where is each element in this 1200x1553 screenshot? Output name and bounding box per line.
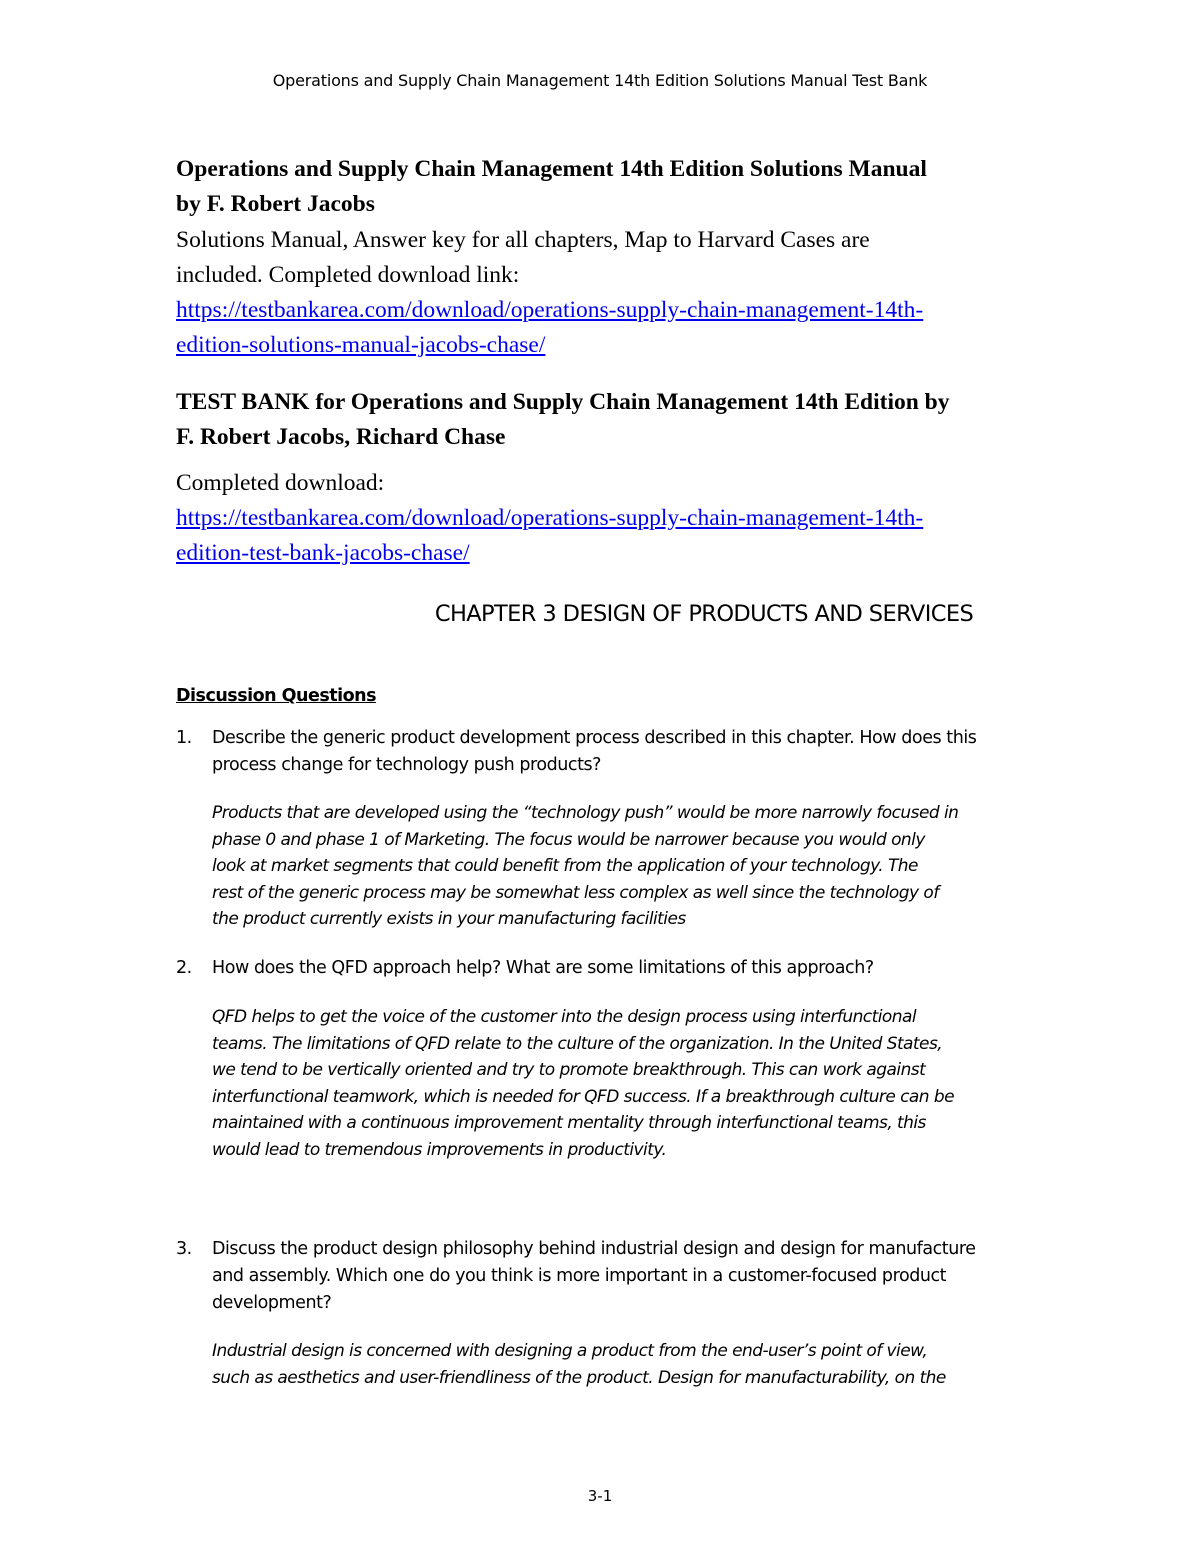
question-3 — [176, 1236, 1036, 1317]
answer-line: rest of the generic process may be somewhat less complex as well since the technology of — [212, 882, 939, 903]
answer-line: would lead to tremendous improvements in productivity. — [212, 1139, 667, 1160]
page-number: 3-1 — [587, 1487, 613, 1505]
question-line: development? — [212, 1293, 332, 1313]
question-number: 1. — [176, 728, 192, 748]
question-line: process change for technology push products? — [212, 755, 602, 775]
test-bank-download-link[interactable] — [176, 501, 1036, 571]
answer-line: phase 0 and phase 1 of Marketing. The focus would be narrower because you would only — [212, 829, 925, 850]
answer-line: we tend to be vertically oriented and try to promote breakthrough. This can work against — [212, 1060, 926, 1080]
solutions-manual-link-line-2[interactable]: edition-solutions-manual-jacobs-chase/ — [176, 332, 546, 358]
solutions-manual-section — [176, 152, 1036, 363]
question-1 — [176, 725, 1036, 779]
answer-line: Industrial design is concerned with designing a product from the end-user’s point of view, — [212, 1341, 928, 1361]
solutions-manual-link-line-1[interactable]: https://testbankarea.com/download/operations-supply-chain-management-14th- — [176, 297, 924, 323]
test-bank-section — [176, 385, 1036, 571]
discussion-questions-title: Discussion Questions — [176, 686, 377, 706]
solutions-manual-description-line-2: included. Completed download link: — [176, 262, 520, 288]
test-bank-description: Completed download: — [176, 470, 385, 496]
answer-1 — [212, 800, 1042, 933]
question-line: How does the QFD approach help? What are some limitations of this approach? — [212, 958, 874, 978]
solutions-manual-heading-line-2: by F. Robert Jacobs — [176, 191, 375, 217]
answer-line: such as aesthetics and user-friendliness of the product. Design for manufacturability, on the — [212, 1367, 946, 1388]
test-bank-link-line-1[interactable]: https://testbankarea.com/download/operations-supply-chain-management-14th- — [176, 505, 924, 531]
question-number: 2. — [176, 958, 192, 978]
solutions-manual-description-line-1: Solutions Manual, Answer key for all chapters, Map to Harvard Cases are — [176, 227, 870, 253]
question-line: Discuss the product design philosophy behind industrial design and design for manufacture — [212, 1239, 976, 1259]
question-2 — [176, 955, 1036, 982]
answer-line: maintained with a continuous improvement mentality through interfunctional teams, this — [212, 1113, 926, 1133]
answer-line: QFD helps to get the voice of the customer into the design process using interfunctional — [212, 1007, 916, 1027]
chapter-title: CHAPTER 3 DESIGN OF PRODUCTS AND SERVICES — [434, 601, 974, 627]
test-bank-heading-line-1: TEST BANK for Operations and Supply Chain Management 14th Edition by — [176, 389, 950, 415]
test-bank-heading-line-2: F. Robert Jacobs, Richard Chase — [176, 424, 506, 450]
answer-line: the product currently exists in your manufacturing facilities — [212, 909, 686, 929]
answer-line: look at market segments that could benefit from the application of your technology. The — [212, 856, 918, 876]
answer-line: teams. The limitations of QFD relate to the culture of the organization. In the United States, — [212, 1033, 943, 1054]
answer-2 — [212, 1004, 1042, 1163]
answer-3 — [212, 1338, 1042, 1391]
answer-line: Products that are developed using the “technology push” would be more narrowly focused in — [212, 803, 959, 823]
solutions-manual-download-link[interactable] — [176, 293, 1036, 363]
question-line: Describe the generic product development process described in this chapter. How does this — [212, 728, 977, 748]
test-bank-link-line-2[interactable]: edition-test-bank-jacobs-chase/ — [176, 540, 470, 566]
solutions-manual-heading-line-1: Operations and Supply Chain Management 14th Edition Solutions Manual — [176, 156, 927, 182]
running-header: Operations and Supply Chain Management 14th Edition Solutions Manual Test Bank — [272, 71, 928, 90]
question-line: and assembly. Which one do you think is more important in a customer-focused product — [212, 1266, 947, 1286]
question-number: 3. — [176, 1239, 192, 1259]
answer-line: interfunctional teamwork, which is needed for QFD success. If a breakthrough culture can be — [212, 1086, 955, 1107]
